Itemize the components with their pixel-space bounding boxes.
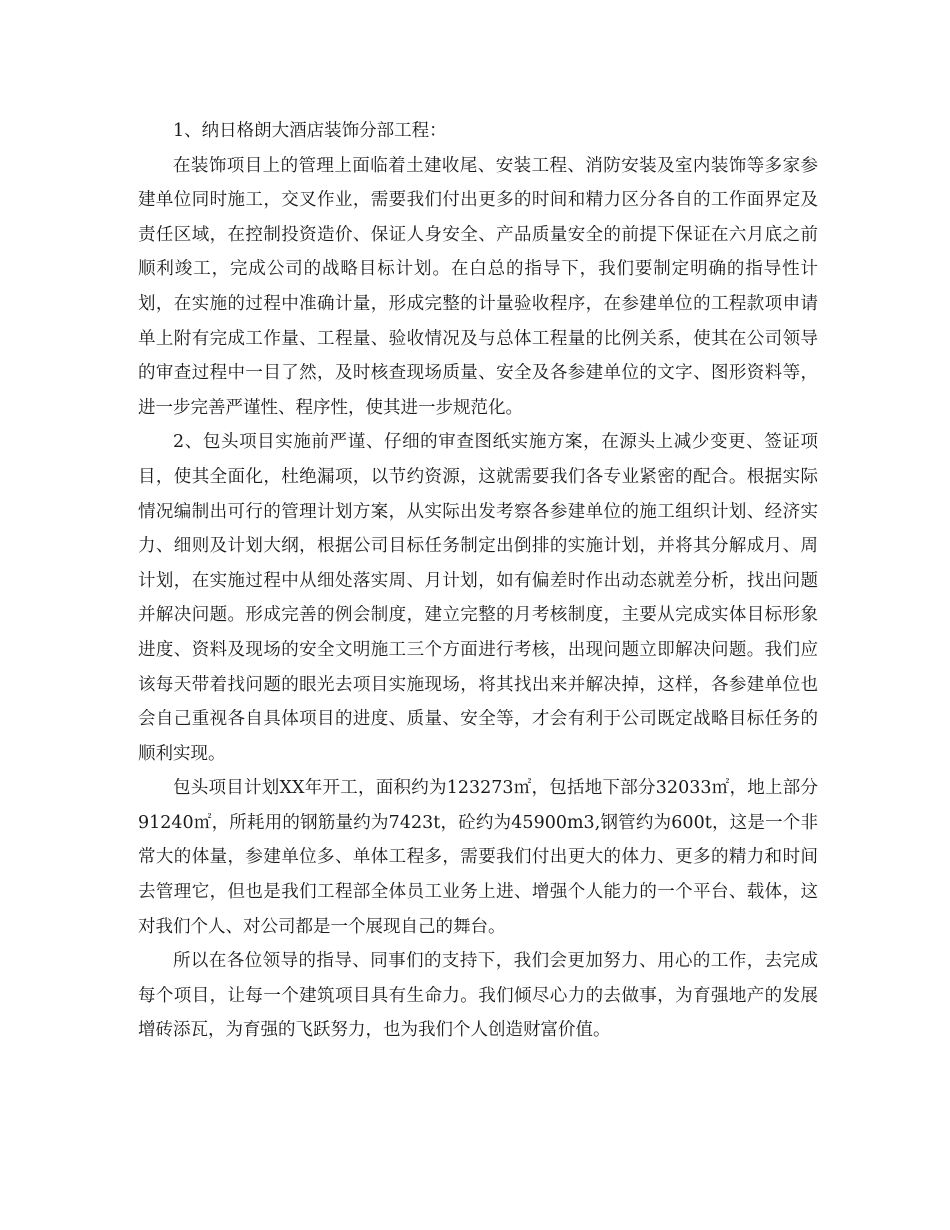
document-body bbox=[138, 114, 818, 1048]
paragraph-baotou-scale: 包头项目计划XX年开工，面积约为123273㎡，包括地下部分32033㎡，地上部分91240㎡，所耗用的钢筋量约为7423t，砼约为45900m3,钢管约为600t，这是一个非常大的体量，参建单位多、单体工程多，需要我们付出更大的体力、更多的精力和时间去管理它，但也是我们工程部全体员工业务上进、增强个人能力的一个平台、载体，这对我们个人、对公司都是一个展现自己的舞台。 bbox=[138, 778, 818, 937]
paragraph-baotou-implementation: 2、包头项目实施前严谨、仔细的审查图纸实施方案，在源头上减少变更、签证项目，使其全面化，杜绝漏项，以节约资源，这就需要我们各专业紧密的配合。根据实际情况编制出可行的管理计划方案，从实际出发考察各参建单位的施工组织计划、经济实力、细则及计划大纲，根据公司目标任务制定出倒排的实施计划，并将其分解成月、周计划，在实施过程中从细处落实周、月计划，如有偏差时作出动态就差分析，找出问题并解决问题。形成完善的例会制度，建立完整的月考核制度，主要从完成实体目标形象进度、资料及现场的安全文明施工三个方面进行考核，出现问题立即解决问题。我们应该每天带着找问题的眼光去项目实施现场，将其找出来并解决掉，这样，各参建单位也会自己重视各自具体项目的进度、质量、安全等，才会有利于公司既定战略目标任务的顺利实现。 bbox=[138, 432, 818, 764]
paragraph-conclusion: 所以在各位领导的指导、同事们的支持下，我们会更加努力、用心的工作，去完成每个项目，让每一个建筑项目具有生命力。我们倾尽心力的去做事，为育强地产的发展增砖添瓦，为育强的飞跃努力，也为我们个人创造财富价值。 bbox=[138, 951, 818, 1041]
paragraph-heading-1: 1、纳日格朗大酒店装饰分部工程： bbox=[173, 121, 447, 141]
paragraph-decoration-management: 在装饰项目上的管理上面临着土建收尾、安装工程、消防安装及室内装饰等多家参建单位同时施工，交叉作业，需要我们付出更多的时间和精力区分各自的工作面界定及责任区域，在控制投资造价、保证人身安全、产品质量安全的前提下保证在六月底之前顺利竣工，完成公司的战略目标计划。在白总的指导下，我们要制定明确的指导性计划，在实施的过程中准确计量，形成完整的计量验收程序，在参建单位的工程款项申请单上附有完成工作量、工程量、验收情况及与总体工程量的比例关系，使其在公司领导的审查过程中一目了然，及时核查现场质量、安全及各参建单位的文字、图形资料等，进一步完善严谨性、程序性，使其进一步规范化。 bbox=[138, 155, 818, 418]
